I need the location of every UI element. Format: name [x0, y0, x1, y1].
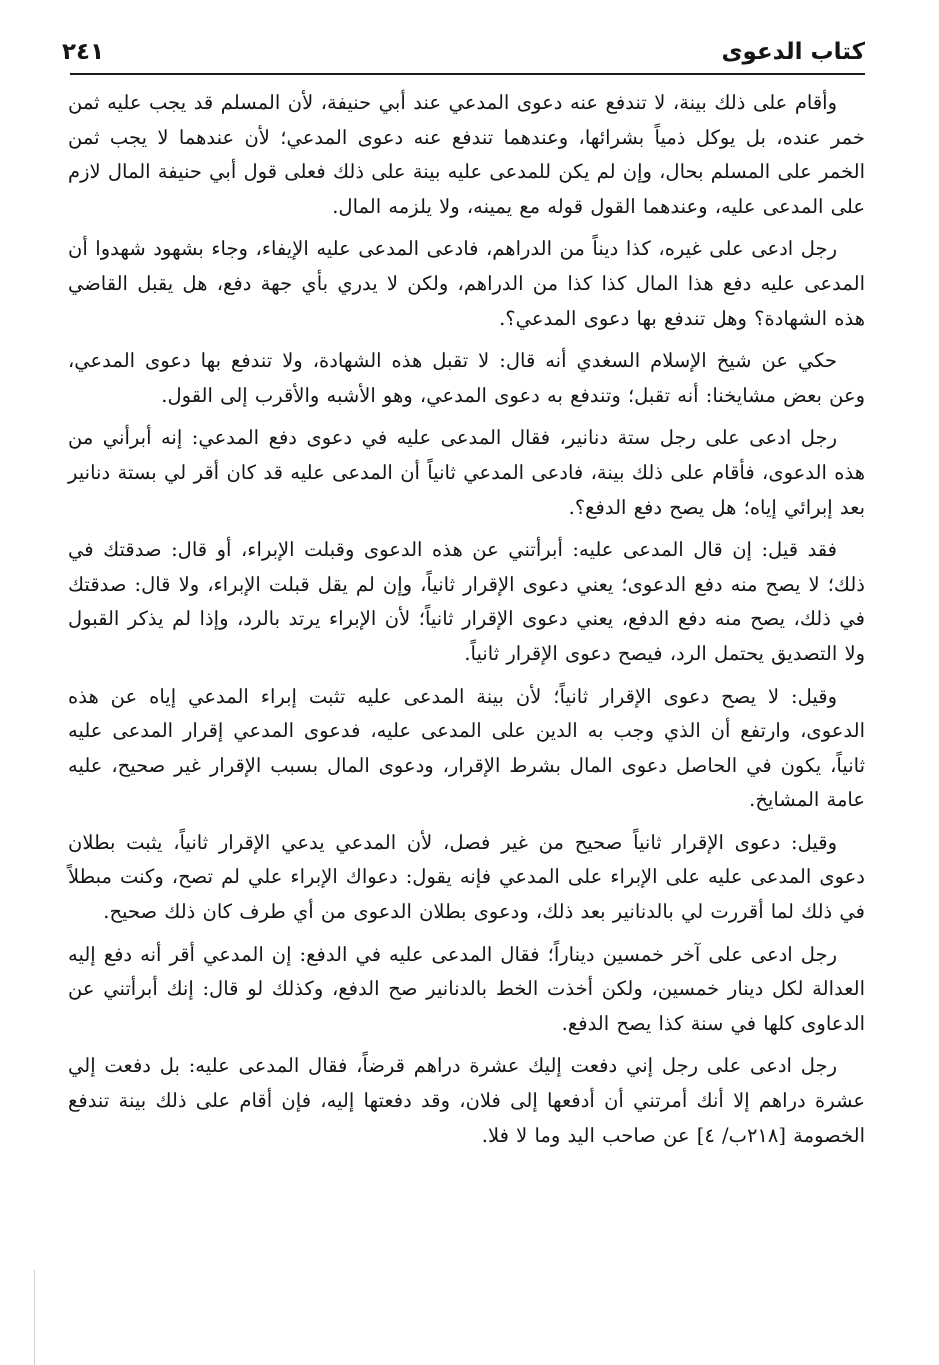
paragraph-5: فقد قيل: إن قال المدعى عليه: أبرأتني عن هذه الدعوى وقبلت الإبراء، أو قال: صدقتك في ذلك؛ لا يصح منه دفع الدعوى؛ يعني دعوى الإقرار ثانياً، وإن لم يقل قبلت الإبراء، ولا قال: صدقتك في ذلك، يصح منه دفع الدفع، يعني دعوى الإقرار ثانياً؛ لأن الإبراء يرتد بالرد، وإذا لم يذكر القبول ولا التصديق يحتمل الرد، فيصح دعوى الإقرار ثانياً. — [68, 538, 865, 665]
running-head: كتاب الدعوى — [721, 39, 865, 65]
page-number: ٢٤١ — [62, 39, 105, 65]
paragraph-8: رجل ادعى على آخر خمسين ديناراً؛ فقال المدعى عليه في الدفع: إن المدعي أقر أنه دفع إليه العدالة لكل دينار خمسين، ولكن أخذت الخط بالدنانير صح الدفع، وكذلك لو قال: إنك أبرأتني عن الدعاوى كلها في سنة كذا يصح الدفع. — [68, 942, 865, 1035]
paragraph-4: رجل ادعى على رجل ستة دنانير، فقال المدعى عليه في دعوى دفع المدعي: إنه أبرأني من هذه الدعوى، فأقام على ذلك بينة، فادعى المدعي ثانياً أن المدعى عليه قد كان أقر لي بستة دنانير بعد إبرائي إياه؛ هل يصح دفع الدفع؟. — [68, 426, 865, 519]
page-header — [62, 22, 865, 70]
paragraph-2: رجل ادعى على غيره، كذا ديناً من الدراهم، فادعى المدعى عليه الإيفاء، وجاء بشهود شهدوا أن المدعى عليه دفع هذا المال كذا كذا من الدراهم، ولكن لا يدري بأي جهة دفع، هل يقبل القاضي هذه الشهادة؟ وهل تندفع بها دعوى المدعي؟. — [68, 237, 865, 330]
body-text — [68, 86, 865, 1337]
paragraph-6: وقيل: لا يصح دعوى الإقرار ثانياً؛ لأن بينة المدعى عليه تثبت إبراء المدعي إياه عن هذه الدعوى، وارتفع أن الذي وجب به الدين على المدعى عليه، فدعوى المدعي إقرار المدعى عليه ثانياً، يكون في الحاصل دعوى المال بشرط الإقرار، ودعوى المال بسبب الإقرار غير صحيح، عليه عامة المشايخ. — [68, 684, 865, 812]
scan-edge-line — [34, 1270, 35, 1365]
paragraph-7: وقيل: دعوى الإقرار ثانياً صحيح من غير فصل، لأن المدعي يدعي الإقرار ثانياً، يثبت بطلان دعوى المدعى عليه على الإبراء على المدعي فإنه يقول: دعواك الإبراء علي لم تصح، وكنت مبطلاً في ذلك لما أقررت لي بالدنانير بعد ذلك، ودعوى بطلان الدعوى من أي طرف كان ذلك صحيح. — [68, 830, 865, 924]
paragraph-1: وأقام على ذلك بينة، لا تندفع عنه دعوى المدعي عند أبي حنيفة، لأن المسلم قد يجب عليه ثمن خمر عنده، بل يوكل ذمياً بشرائها، وعندهما تندفع عنه دعوى المدعي؛ لأن عندهما لا يجب ثمن الخمر على المسلم بحال، وإن لم يكن للمدعى عليه بينة على ذلك فعلى قول أبي حنيفة المال لازم على المدعى عليه، وعندهما القول قوله مع يمينه، ولا يلزمه المال. — [68, 91, 865, 218]
paragraph-3: حكي عن شيخ الإسلام السغدي أنه قال: لا تقبل هذه الشهادة، ولا تندفع بها دعوى المدعي، وعن بعض مشايخنا: أنه تقبل؛ وتندفع به دعوى المدعي، وهو الأشبه والأقرب إلى القول. — [68, 349, 865, 407]
paragraph-9: رجل ادعى على رجل إني دفعت إليك عشرة دراهم قرضاً، فقال المدعى عليه: بل دفعت إلي عشرة دراهم إلا أنك أمرتني أن أدفعها إلى فلان، وقد دفعتها إليه، فإن أقام على ذلك بينة تندفع الخصومة [٢١٨ب/ ٤] عن صاحب اليد وما لا فلا. — [68, 1054, 865, 1147]
header-rule — [70, 73, 865, 75]
